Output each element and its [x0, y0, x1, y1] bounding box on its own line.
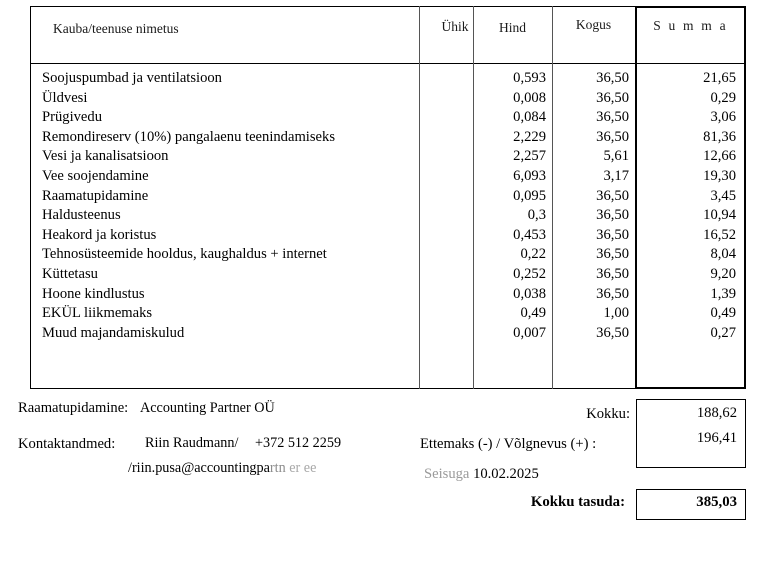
totals-box: [636, 399, 746, 468]
table-row: [30, 304, 746, 324]
table-row: [30, 187, 746, 207]
cell-price: 2,257: [513, 148, 546, 165]
cell-price: 0,22: [520, 246, 546, 263]
table-row: [30, 167, 746, 187]
as-of-word: Seisuga: [424, 466, 470, 482]
cell-item-name: Vee soojendamine: [42, 167, 149, 184]
contact-email-faded: rtn: [269, 460, 286, 476]
cell-price: 0,008: [513, 89, 546, 106]
accounting-value: Accounting Partner OÜ: [140, 400, 275, 416]
cell-price: 0,593: [513, 70, 546, 86]
table-row: [30, 128, 746, 148]
cell-quantity: 36,50: [596, 265, 629, 282]
cell-price: 0,3: [527, 207, 546, 224]
cell-quantity: 36,50: [596, 207, 629, 224]
cell-quantity: 36,50: [596, 109, 629, 126]
contact-phone: +372 512 2259: [255, 435, 342, 451]
cell-item-name: Prügivedu: [42, 109, 102, 126]
table-row: [30, 108, 746, 128]
table-row: [30, 324, 746, 344]
cell-price: 0,49: [520, 305, 546, 322]
cell-item-name: Heakord ja koristus: [42, 226, 157, 243]
as-of-date: 10.02.2025: [473, 466, 539, 482]
cell-item-name: Vesi ja kanalisatsioon: [42, 148, 169, 165]
cell-item-name: Tehnosüsteemide hooldus, kaughaldus + internet: [42, 246, 327, 263]
cell-price: 0,084: [513, 109, 546, 126]
cell-quantity: 36,50: [596, 187, 629, 204]
cell-amount: 0,29: [710, 89, 736, 106]
cell-price: 6,093: [513, 167, 546, 184]
cell-item-name: Küttetasu: [42, 265, 98, 282]
cell-amount: 10,94: [703, 207, 736, 224]
column-header-name: Kauba/teenuse nimetus: [53, 21, 179, 36]
cell-amount: 3,45: [710, 187, 736, 204]
cell-amount: 12,66: [703, 148, 736, 165]
cell-quantity: 36,50: [596, 128, 629, 145]
column-header-quantity: Kogus: [575, 17, 612, 32]
balance-label: Ettemaks (-) / Võlgnevus (+) :: [420, 436, 597, 452]
contact-name: Riin Raudmann/: [145, 435, 239, 451]
cell-price: 0,095: [513, 187, 546, 204]
cell-price: 0,038: [513, 285, 546, 302]
cell-quantity: 5,61: [603, 148, 629, 165]
balance-value: 196,41: [696, 430, 737, 446]
cell-price: 2,229: [513, 128, 546, 145]
cell-item-name: Muud majandamiskulud: [42, 324, 185, 341]
contact-email-visible: /riin.pusa@accountingpa: [128, 460, 270, 476]
cell-amount: 9,20: [710, 265, 736, 282]
table-row: [30, 147, 746, 167]
grand-total-label: Kokku tasuda:: [530, 494, 625, 510]
grand-total-box: [636, 489, 746, 520]
table-row: [30, 69, 746, 89]
cell-item-name: EKÜL liikmemaks: [42, 305, 153, 322]
contact-email: [128, 460, 316, 477]
grand-total-value: 385,03: [696, 494, 737, 510]
cell-amount: 19,30: [703, 167, 736, 184]
as-of-line: [424, 466, 539, 483]
cell-quantity: 1,00: [603, 305, 629, 322]
cell-amount: 1,39: [710, 285, 736, 302]
contact-label: Kontaktandmed:: [18, 436, 116, 452]
column-header-unit: Ühik: [441, 19, 469, 34]
cell-quantity: 3,17: [603, 167, 629, 184]
table-row: [30, 245, 746, 265]
column-header-amount: S u m m a: [653, 18, 728, 33]
cell-price: 0,007: [513, 324, 546, 341]
cell-amount: 0,27: [710, 324, 736, 341]
cell-item-name: Hoone kindlustus: [42, 285, 145, 302]
cell-amount: 8,04: [710, 246, 736, 263]
cell-item-name: Raamatupidamine: [42, 187, 149, 204]
cell-item-name: Haldusteenus: [42, 207, 121, 224]
cell-amount: 81,36: [703, 128, 736, 145]
table-row: [30, 89, 746, 109]
cell-quantity: 36,50: [596, 226, 629, 243]
cell-amount: 16,52: [703, 226, 736, 243]
cell-amount: 3,06: [710, 109, 736, 126]
cell-quantity: 36,50: [596, 246, 629, 263]
column-header-price: Hind: [499, 20, 526, 35]
table-row: [30, 226, 746, 246]
items-table: [30, 6, 746, 389]
cell-quantity: 36,50: [596, 70, 629, 86]
cell-quantity: 36,50: [596, 89, 629, 106]
accounting-label: Raamatupidamine:: [18, 400, 129, 416]
cell-quantity: 36,50: [596, 285, 629, 302]
cell-price: 0,453: [513, 226, 546, 243]
cell-item-name: Üldvesi: [42, 89, 88, 106]
cell-amount: 21,65: [703, 70, 736, 86]
contact-email-faded-tail: er ee: [285, 460, 317, 476]
total-value: 188,62: [696, 405, 737, 421]
total-label: Kokku:: [586, 406, 630, 422]
cell-item-name: Soojuspumbad ja ventilatsioon: [42, 70, 222, 86]
cell-price: 0,252: [513, 265, 546, 282]
cell-quantity: 36,50: [596, 324, 629, 341]
table-rows: [30, 69, 746, 343]
cell-amount: 0,49: [710, 305, 736, 322]
table-row: [30, 265, 746, 285]
table-row: [30, 285, 746, 305]
cell-item-name: Remondireserv (10%) pangalaenu teenindamiseks: [42, 128, 335, 145]
table-row: [30, 206, 746, 226]
